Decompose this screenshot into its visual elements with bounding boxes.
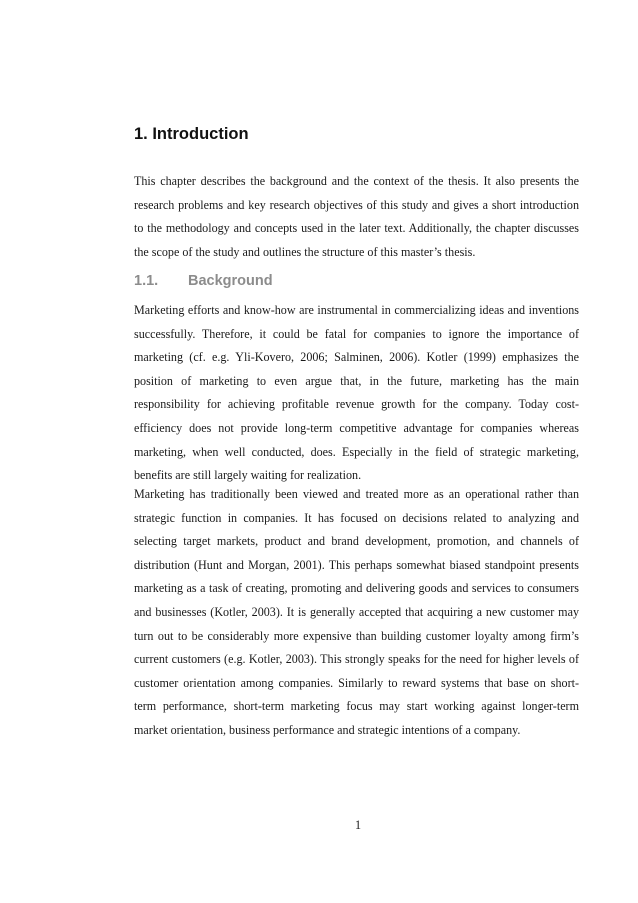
body-paragraph: Marketing efforts and know-how are instrumental in commercializing ideas and inventions successfully. Therefore, it could be fatal for companies to ignore the importance of marketing (cf. e.g. Yli-Kovero, 2006; Salminen, 2006). Kotler (1999) emphasizes the position of marketing to even argue that, in the future, marketing has the main responsibility for achieving profitable revenue growth for the company. Today cost-efficiency does not provide long-term competitive advantage for companies whereas marketing, when well conducted, does. Especially in the field of strategic marketing, benefits are still largely waiting for realization. — [134, 303, 579, 483]
page-number: 1 — [354, 818, 362, 832]
section-number: 1.1. — [134, 273, 159, 289]
intro-paragraph: This chapter describes the background and the context of the thesis. It also presents the research problems and key research objectives of this study and gives a short introduction to the methodology and concepts used in the later text. Additionally, the chapter discusses the scope of the study and outlines the structure of this master’s thesis. — [134, 174, 579, 259]
section-title: Background — [188, 273, 273, 289]
section-heading — [134, 271, 273, 291]
body-paragraph: Marketing has traditionally been viewed and treated more as an operational rather than strategic function in companies. It has focused on decisions related to analyzing and selecting target markets, product and brand development, promotion, and channels of distribution (Hunt and Morgan, 2001). This perhaps somewhat biased standpoint presents marketing as a task of creating, promoting and delivering goods and services to consumers and businesses (Kotler, 2003). It is generally accepted that acquiring a new customer may turn out to be considerably more expensive than building customer loyalty among firm’s current customers (e.g. Kotler, 2003). This strongly speaks for the need for higher levels of customer orientation among companies. Similarly to reward systems that base on short-term performance, short-term marketing focus may start working against longer-term market orientation, business performance and strategic intentions of a company. — [134, 487, 579, 737]
chapter-heading: 1. Introduction — [134, 125, 249, 143]
